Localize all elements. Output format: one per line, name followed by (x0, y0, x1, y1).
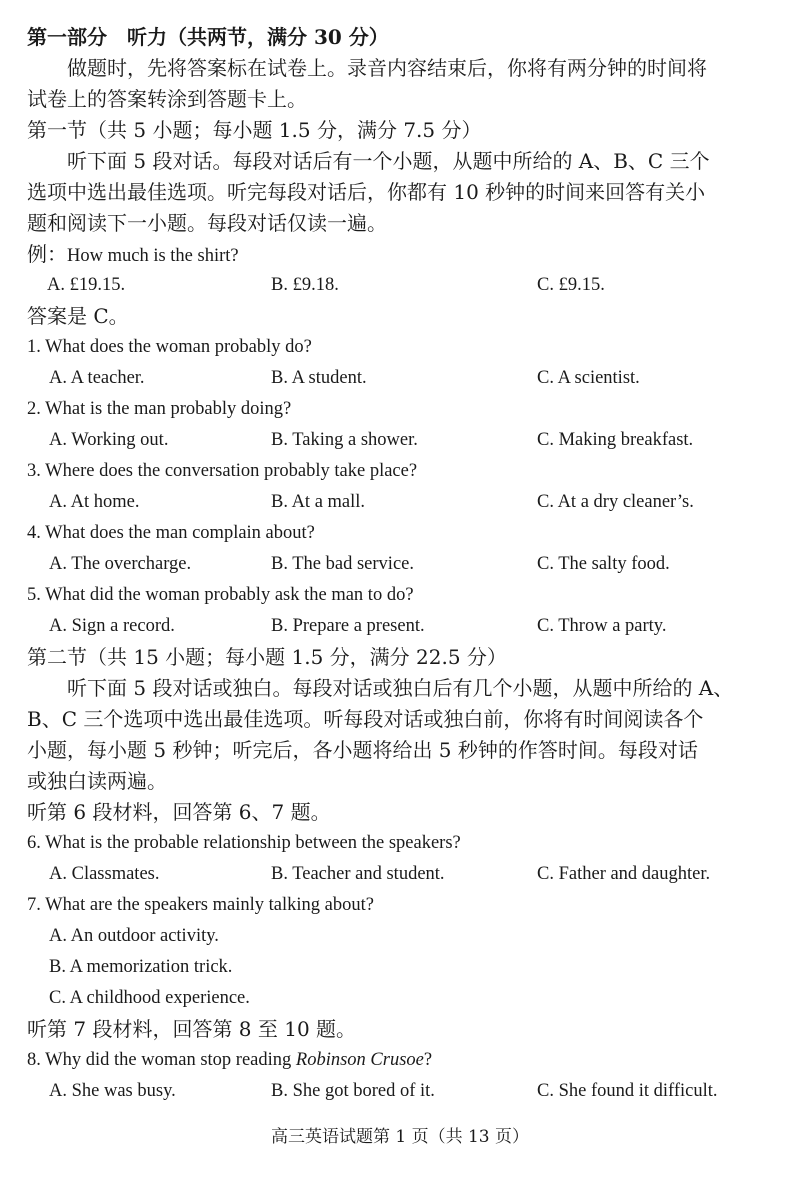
section1-instr-line1: 听下面 5 段对话。每段对话后有一个小题，从题中所给的 A、B、C 三个 (67, 149, 710, 173)
question-5 (27, 580, 777, 642)
option-c: C. The salty food. (537, 554, 670, 574)
section1-instr-line3: 题和阅读下一小题。每段对话仅读一遍。 (27, 211, 387, 235)
question-prefix: 8. Why did the woman stop reading (27, 1050, 296, 1070)
option-a: A. At home. (49, 492, 140, 512)
example-option-c: C. £9.15. (537, 275, 605, 295)
question-text: 5. What did the woman probably ask the man to do? (27, 585, 414, 605)
option-a: A. Classmates. (49, 864, 160, 884)
section2-instr-line3: 小题，每小题 5 秒钟；听完后，各小题将给出 5 秒钟的作答时间。每段对话 (27, 738, 698, 762)
question-8 (27, 1045, 777, 1107)
question-options (27, 363, 777, 394)
example-option-b: B. £9.18. (271, 275, 339, 295)
option-c: C. Throw a party. (537, 616, 667, 636)
exam-page (27, 22, 777, 1107)
page-footer: 高三英语试题第 1 页（共 13 页） (270, 1127, 530, 1147)
section1-heading: 第一节（共 5 小题；每小题 1.5 分，满分 7.5 分） (27, 118, 482, 142)
part1-intro-line2: 试卷上的答案转涂到答题卡上。 (27, 87, 307, 111)
question-text: 7. What are the speakers mainly talking about? (27, 895, 374, 915)
question-options (27, 549, 777, 580)
material-6-instruction: 听第 6 段材料，回答第 6、7 题。 (27, 800, 331, 824)
option-b: B. A memorization trick. (49, 957, 233, 977)
question-text: 4. What does the man complain about? (27, 523, 315, 543)
option-b: B. Teacher and student. (271, 864, 445, 884)
option-b: B. The bad service. (271, 554, 414, 574)
book-title: Robinson Crusoe (295, 1050, 424, 1070)
option-a: A. The overcharge. (49, 554, 192, 574)
option-a: A. Sign a record. (49, 616, 175, 636)
option-b: B. A student. (271, 368, 367, 388)
option-c: C. She found it difficult. (537, 1081, 718, 1101)
example-prefix: 例： (27, 242, 67, 266)
option-a: A. A teacher. (49, 368, 145, 388)
question-3 (27, 456, 777, 518)
question-options (27, 611, 777, 642)
option-c: C. Making breakfast. (537, 430, 694, 450)
question-text: 2. What is the man probably doing? (27, 399, 292, 419)
option-b: B. At a mall. (271, 492, 366, 512)
example-option-a: A. £19.15. (47, 275, 126, 295)
option-a: A. She was busy. (49, 1081, 176, 1101)
part1-heading: 第一部分 听力（共两节，满分 30 分） (27, 25, 389, 49)
example-question-text: How much is the shirt? (67, 246, 239, 266)
question-text (27, 1045, 777, 1076)
question-text: 6. What is the probable relationship between the speakers? (27, 833, 461, 853)
question-1 (27, 332, 777, 394)
option-b: B. Prepare a present. (271, 616, 425, 636)
material-7-instruction: 听第 7 段材料，回答第 8 至 10 题。 (27, 1017, 357, 1041)
option-c: C. Father and daughter. (537, 864, 711, 884)
question-4 (27, 518, 777, 580)
question-options (27, 487, 777, 518)
section2-instr-line2: B、C 三个选项中选出最佳选项。听每段对话或独白前，你将有时间阅读各个 (27, 707, 704, 731)
section2-instr-line4: 或独白读两遍。 (27, 769, 167, 793)
part1-intro-line1: 做题时，先将答案标在试卷上。录音内容结束后，你将有两分钟的时间将 (67, 56, 707, 80)
question-suffix: ? (423, 1050, 433, 1070)
option-c: C. A childhood experience. (49, 988, 250, 1008)
question-options (27, 1076, 777, 1107)
section2-heading: 第二节（共 15 小题；每小题 1.5 分，满分 22.5 分） (27, 645, 507, 669)
question-options (27, 425, 777, 456)
question-options (27, 859, 777, 890)
option-c: C. A scientist. (537, 368, 640, 388)
option-a: A. An outdoor activity. (49, 926, 219, 946)
section2-instr-line1: 听下面 5 段对话或独白。每段对话或独白后有几个小题，从题中所给的 A、 (67, 676, 734, 700)
option-a: A. Working out. (49, 430, 169, 450)
example-options (27, 270, 777, 301)
question-2 (27, 394, 777, 456)
example-question (27, 239, 777, 270)
question-6 (27, 828, 777, 890)
option-b: B. She got bored of it. (271, 1081, 435, 1101)
question-text: 1. What does the woman probably do? (27, 337, 312, 357)
question-text: 3. Where does the conversation probably take place? (27, 461, 418, 481)
option-b: B. Taking a shower. (271, 430, 418, 450)
question-7 (27, 890, 777, 1014)
example-answer: 答案是 C。 (27, 304, 129, 328)
option-c: C. At a dry cleaner’s. (537, 492, 694, 512)
section1-instr-line2: 选项中选出最佳选项。听完每段对话后，你都有 10 秒钟的时间来回答有关小 (27, 180, 706, 204)
